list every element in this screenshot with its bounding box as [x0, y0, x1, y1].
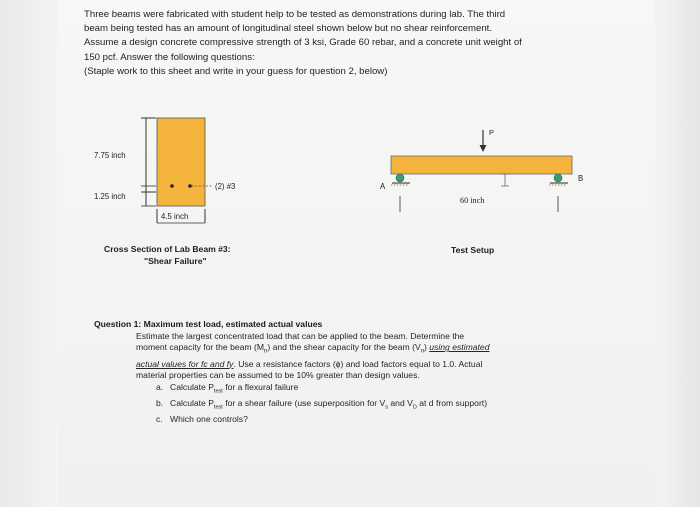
test-beam — [391, 156, 572, 174]
subscript: n — [264, 348, 268, 355]
question-1-line: material properties can be assumed to be 10% greater than design values. — [136, 370, 420, 381]
subscript: test — [213, 388, 223, 395]
text-span: and V — [388, 398, 413, 408]
subscript: test — [213, 404, 223, 411]
support-a-roller — [396, 174, 404, 182]
rebar-label: (2) #3 — [215, 182, 236, 191]
intro-line: beam being tested has an amount of longitudinal steel shown below but no shear reinforcement. — [84, 23, 492, 35]
question-1 — [94, 319, 594, 426]
text-span: moment capacity for the beam (M — [136, 342, 264, 353]
underlined-text: using estimated — [429, 342, 490, 353]
support-b-roller — [554, 174, 562, 182]
text-span: for a flexural failure — [222, 381, 299, 392]
text-span: Calculate P — [170, 381, 214, 392]
subpart-letter: c. — [156, 414, 163, 425]
beam-cross-section — [157, 118, 205, 206]
width-dimension-label: 4.5 inch — [161, 212, 189, 221]
support-a-label: A — [380, 182, 386, 191]
subscript: s — [385, 404, 388, 411]
cover-dimension-label: 1.25 inch — [94, 192, 126, 201]
span-label: 60 inch — [460, 196, 485, 205]
text-span: Calculate P — [170, 398, 214, 408]
subpart-letter: b. — [156, 398, 164, 408]
cross-section-diagram — [141, 118, 212, 223]
subscript: n — [420, 348, 425, 355]
subscript: D — [412, 404, 417, 411]
question-1-line — [136, 359, 594, 371]
subpart-c — [156, 414, 594, 426]
cross-section-caption-subtitle: "Shear Failure" — [144, 256, 207, 266]
text-span: at d from support) — [416, 398, 488, 408]
text-span: . Use a resistance factors (ϕ) and load factors equal to 1.0. Actual — [233, 358, 483, 369]
question-1-line: Estimate the largest concentrated load that can be applied to the beam. Determine the — [136, 330, 465, 341]
intro-line: 150 pcf. Answer the following questions: — [84, 51, 255, 63]
test-setup-caption: Test Setup — [451, 245, 495, 255]
load-arrow-head — [480, 145, 487, 152]
question-1-subparts — [156, 382, 594, 426]
height-dimension-label: 7.75 inch — [94, 151, 126, 160]
question-1-title: Question 1: Maximum test load, estimated actual values — [94, 319, 323, 329]
intro-line: (Staple work to this sheet and write in your guess for question 2, below) — [84, 65, 388, 77]
intro-line: Assume a design concrete compressive strength of 3 ksi, Grade 60 rebar, and a concrete unit weight of — [84, 37, 522, 49]
support-b-label: B — [578, 174, 584, 183]
underlined-text: actual values for f — [136, 358, 204, 369]
cross-section-caption — [104, 243, 231, 267]
question-1-body — [136, 331, 594, 382]
underlined-text: y — [229, 358, 234, 369]
subpart-letter: a. — [156, 381, 164, 392]
text-span: ) — [424, 342, 430, 353]
rebar-right — [188, 184, 192, 188]
cross-section-caption-title: Cross Section of Lab Beam #3: — [104, 244, 231, 254]
intro-line: Three beams were fabricated with student help to be tested as demonstrations during lab. The third — [84, 9, 506, 20]
subpart-b — [156, 398, 594, 414]
text-span: ) and the shear capacity for the beam (V — [267, 342, 421, 353]
question-1-line — [136, 342, 594, 358]
load-label: P — [489, 128, 495, 137]
underlined-text: c and f — [203, 358, 230, 369]
subpart-a — [156, 382, 594, 398]
text-span: for a shear failure (use superposition for V — [222, 398, 386, 408]
rebar-left — [170, 184, 174, 188]
text-span: Which one controls? — [170, 414, 248, 425]
